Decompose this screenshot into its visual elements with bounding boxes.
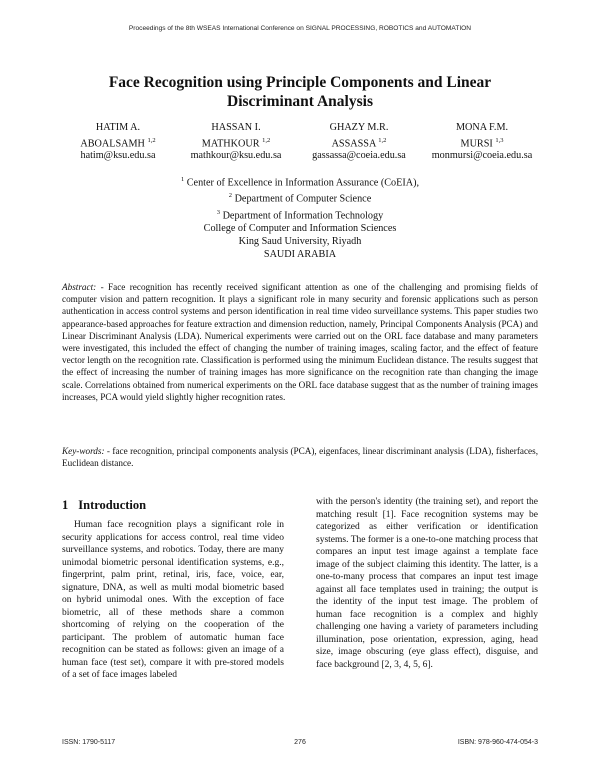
author-4 xyxy=(420,122,544,163)
affiliation-country: SAUDI ARABIA xyxy=(263,249,337,261)
paper-title xyxy=(60,73,540,111)
affiliation-2: $^2$ Department of Computer Science xyxy=(228,192,372,205)
author-first-name: GHAZY M.R. xyxy=(329,122,389,133)
author-email: gassassa@coeia.edu.sa xyxy=(312,150,406,162)
abstract-label: Abstract: xyxy=(62,282,97,292)
author-affiliation-marker: 1,2 xyxy=(378,136,387,144)
title-line-2: Discriminant Analysis xyxy=(227,93,373,110)
author-affiliation-marker: 1,2 xyxy=(262,136,271,144)
running-header: Proceedings of the 8th WSEAS International Conference on SIGNAL PROCESSING, ROBOTICS and AUTOMATION xyxy=(128,25,472,32)
author-last-name: ASSASSA $^{1,2}$ xyxy=(331,136,387,149)
author-3 xyxy=(300,122,418,163)
keywords-label: Key-words: xyxy=(62,446,105,456)
author-2 xyxy=(180,122,292,163)
author-email: mathkour@ksu.edu.sa xyxy=(190,150,282,162)
affiliations xyxy=(150,173,450,261)
intro-paragraph-1: Human face recognition plays a significant role in security applications for access control, real time video surveillance systems, and robotics. Today, there are many unimodal biometric personal identification systems, e.g., fingerprint, palm print, retinal, iris, face, voice, ear, signature, DNA, as well as multi modal biometric based on hybrid unimodal ones. With the exception of face biometric, all of these methods share a common shortcoming of relying on the cooperation of the participant. The problem of automatic human face recognition can be stated as follows: given an image of a human face (test set), compare it with pre-stored models of a set of face images labeled xyxy=(62,520,284,680)
author-last-name: ABOALSAMH $^{1,2}$ xyxy=(80,136,156,149)
author-email: monmursi@coeia.edu.sa xyxy=(431,150,533,162)
keywords xyxy=(62,445,538,469)
footer-page-number: 276 xyxy=(294,739,306,746)
author-first-name: HATIM A. xyxy=(95,122,141,133)
section-heading xyxy=(62,498,146,513)
author-first-name: MONA F.M. xyxy=(455,122,509,133)
section-number: 1 xyxy=(62,498,69,512)
author-affiliation-marker: 1,2 xyxy=(147,136,156,144)
author-1 xyxy=(62,122,174,163)
abstract xyxy=(62,281,538,403)
keywords-text: - face recognition, principal components analysis (PCA), eigenfaces, linear discriminant analysis (LDA), fisherfaces, Euclidean distance. xyxy=(62,446,538,469)
title-line-1: Face Recognition using Principle Components and Linear xyxy=(108,74,492,91)
author-last-name: MURSI $^{1,3}$ xyxy=(460,136,504,149)
intro-column-right xyxy=(316,496,538,671)
affiliation-3: $^3$ Department of Information Technology xyxy=(216,208,384,222)
abstract-text: - Face recognition has recently received significant attention as one of the challenging and promising fields of computer vision and pattern recognition. It plays a significant role in many security and forensic applications such as person authentication in access control systems and person identification in real time video surveillance systems. This paper studies two appearance-based approaches for feature extraction and dimension reduction, namely, Principal Components Analysis (PCA) and Linear Discriminant Analysis (LDA). Numerical experiments were carried out on the ORL face database and many parameters were investigated, this included the effect of changing the number of training images, scaling factor, and the effect of feature vector length on the recognition rate. Classification is performed using the minimum Euclidean distance. The results suggest that the effect of increasing the number of training images has more significance on the recognition rate than changing the image scale. Correlations obtained from numerical experiments on the ORL face database suggest that as the number of training images increases, PCA would yield slightly higher recognition rates. xyxy=(62,282,538,402)
section-title: Introduction xyxy=(78,498,147,512)
intro-paragraph-1-continued: with the person's identity (the training set), and report the matching result [1]. Face recognition systems may be categorized as either verification or identification systems. The former is a one-to-one matching process that compares an input test image against a template face image of the subject claiming this identity. The latter, is a one-to-many process that compares an input test image against all face templates used in training; the output is the identity of the input test image. The problem of human face recognition is a complex and highly challenging one having a variety of parameters including illumination, pose orientation, expression, aging, head size, image obscuring (eye glass effect), disguise, and face background [2, 3, 4, 5, 6]. xyxy=(316,497,538,670)
author-last-name: MATHKOUR $^{1,2}$ xyxy=(201,136,271,149)
affiliation-university: King Saud University, Riyadh xyxy=(238,236,362,248)
author-affiliation-marker: 1,3 xyxy=(495,136,504,144)
footer-isbn: ISBN: 978-960-474-054-3 xyxy=(457,739,538,746)
footer-issn: ISSN: 1790-5117 xyxy=(62,739,116,746)
intro-column-left xyxy=(62,519,284,682)
affiliation-1: $^1$ Center of Excellence in Information Assurance (CoEIA), xyxy=(180,176,420,189)
author-email: hatim@ksu.edu.sa xyxy=(80,150,156,162)
author-first-name: HASSAN I. xyxy=(211,122,261,133)
affiliation-college: College of Computer and Information Sciences xyxy=(203,223,397,235)
